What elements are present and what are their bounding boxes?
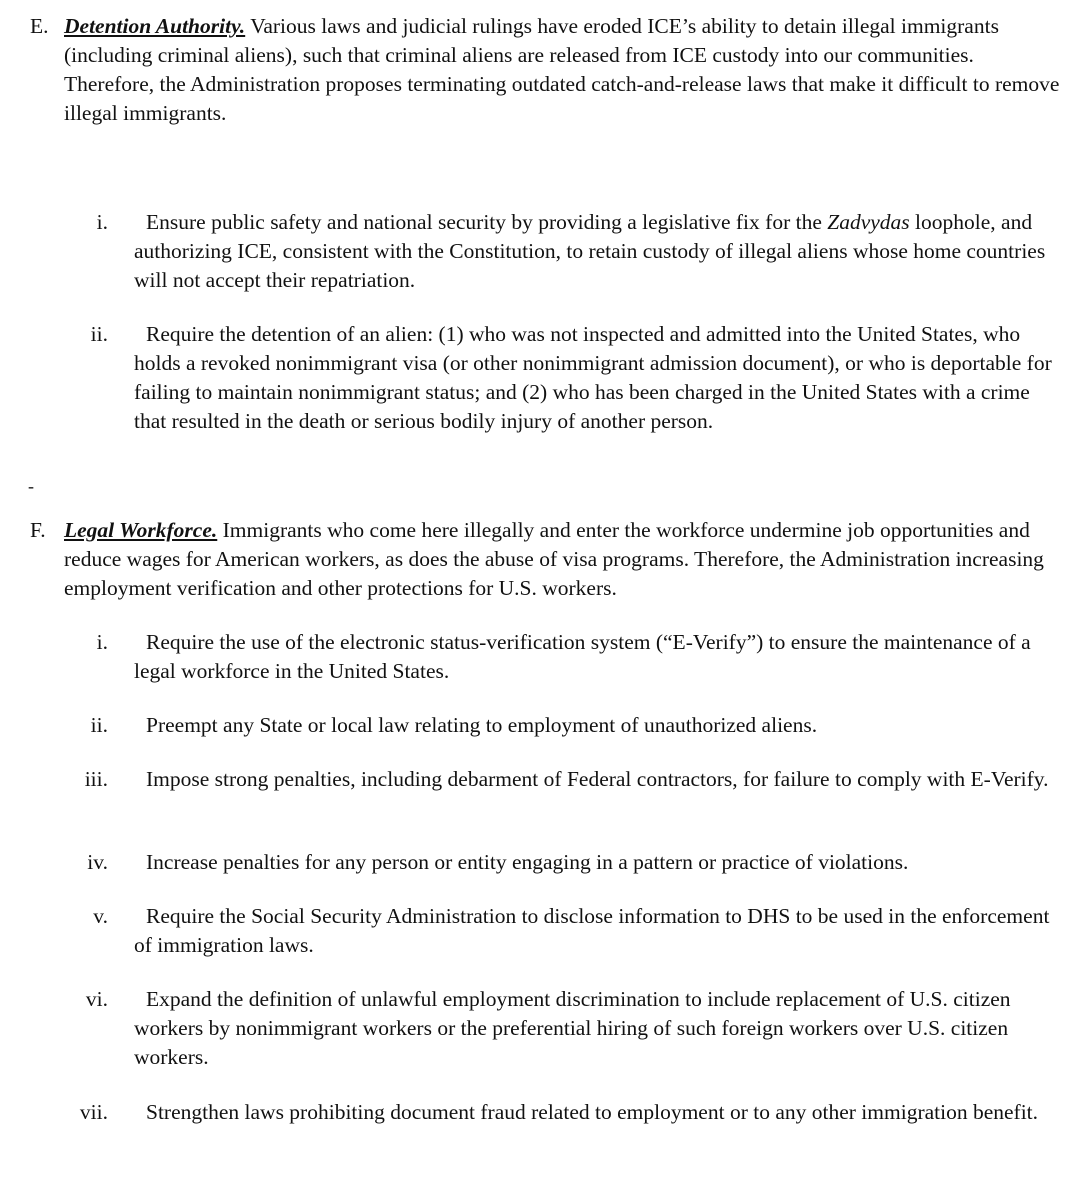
- item-number: ii.: [90, 713, 108, 737]
- list-item: [79, 1098, 1059, 1127]
- item-number: v.: [93, 904, 108, 928]
- item-text: Require the Social Security Administration to disclose information to DHS to be used in the enforcement of immigration laws.: [134, 904, 1050, 957]
- section-f: [30, 516, 1060, 603]
- list-item: [90, 320, 1059, 436]
- item-number: i.: [96, 630, 108, 654]
- list-item: [85, 985, 1059, 1072]
- item-text: Preempt any State or local law relating to employment of unauthorized aliens.: [146, 713, 818, 737]
- list-item: [96, 628, 1059, 686]
- item-text: Require the use of the electronic status-verification system (“E-Verify”) to ensure the maintenance of a legal workforce in the United States.: [134, 630, 1031, 683]
- item-text: Strengthen laws prohibiting document fraud related to employment or to any other immigration benefit.: [146, 1100, 1039, 1124]
- item-number: vi.: [85, 987, 108, 1011]
- item-text: Expand the definition of unlawful employment discrimination to include replacement of U.S. citizen workers by nonimmigrant workers or the preferential hiring of such foreign workers over U.S. citizen workers.: [134, 987, 1011, 1069]
- section-f-paragraph: [64, 516, 1060, 603]
- section-e-letter: E.: [30, 14, 49, 38]
- item-text: Require the detention of an alien: (1) who was not inspected and admitted into the United States, who holds a revoked nonimmigrant visa (or other nonimmigrant admission document), or who is deportable for failing to maintain nonimmigrant status; and (2) who has been charged in the United States with a crime that resulted in the death or serious bodily injury of another person.: [134, 322, 1052, 433]
- section-f-letter: F.: [30, 518, 46, 542]
- list-item: [84, 765, 1059, 794]
- case-name: Zadvydas: [827, 210, 910, 234]
- section-e-paragraph: [64, 12, 1060, 128]
- list-item: [96, 208, 1059, 295]
- section-e-body: Various laws and judicial rulings have eroded ICE’s ability to detain illegal immigrants (including criminal aliens), such that criminal aliens are released from ICE custody into our communities. Therefore, the Administration proposes terminating outdated catch-and-release laws that make it difficult to remove illegal immigrants.: [64, 14, 1060, 125]
- item-number: iv.: [87, 850, 108, 874]
- section-e: [30, 12, 1060, 128]
- item-number: ii.: [90, 322, 108, 346]
- section-f-heading: Legal Workforce.: [64, 518, 218, 542]
- list-item: [90, 711, 1059, 740]
- list-item: [87, 848, 1059, 877]
- section-e-heading: Detention Authority.: [64, 14, 246, 38]
- separator-dash: -: [28, 476, 34, 496]
- list-item: [93, 902, 1059, 960]
- section-f-body: Immigrants who come here illegally and enter the workforce undermine job opportunities and reduce wages for American workers, as does the abuse of visa programs. Therefore, the Administration increasing employment verification and other protections for U.S. workers.: [64, 518, 1044, 600]
- item-text: Increase penalties for any person or entity engaging in a pattern or practice of violations.: [146, 850, 909, 874]
- item-text: Impose strong penalties, including debarment of Federal contractors, for failure to comply with E-Verify.: [146, 767, 1049, 791]
- item-number: i.: [96, 210, 108, 234]
- item-text: Ensure public safety and national security by providing a legislative fix for the Zadvydas loophole, and authorizing ICE, consistent with the Constitution, to retain custody of illegal aliens whose home countries will not accept their repatriation.: [134, 210, 1046, 292]
- item-number: vii.: [79, 1100, 108, 1124]
- item-number: iii.: [84, 767, 108, 791]
